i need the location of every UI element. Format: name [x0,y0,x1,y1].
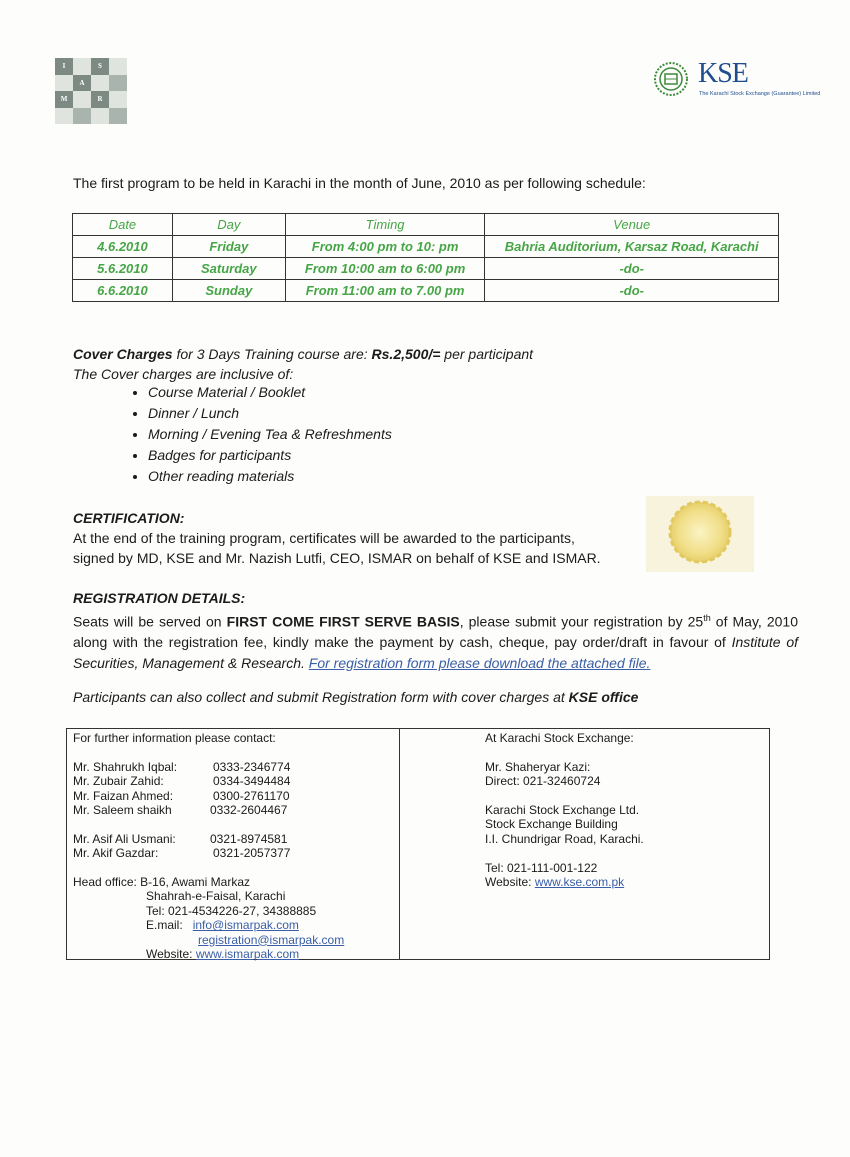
table-row [73,236,779,258]
list-item: • Other reading materials [148,466,392,487]
contact-phone: 0321-8974581 [210,831,288,846]
certification-text [73,528,658,568]
timing-cell: From 10:00 am to 6:00 pm [285,258,485,280]
contact-name: Mr. Akif Gazdar: [73,846,159,861]
email-link[interactable]: info@ismarpak.com [192,918,299,933]
head-office-line: B-16, Awami Markaz [140,875,250,890]
certification-heading: CERTIFICATION: [73,510,185,526]
kse-logo-text: KSE [698,58,748,89]
kse-building: Stock Exchange Building [485,817,618,832]
contact-row [73,803,344,817]
website-row [73,947,344,961]
contact-name: Mr. Shahrukh Iqbal: [73,759,178,774]
contact-row [73,832,344,846]
contact-phone: 0321-2057377 [213,846,291,861]
registration-bold: FIRST COME FIRST SERVE BASIS [226,613,460,630]
table-header-row [73,214,779,236]
schedule-table [72,213,779,302]
inclusive-list [118,382,392,487]
head-office-label: Head office: [73,875,137,890]
contact-phone: 0300-2761170 [213,788,290,803]
cover-label: Cover Charges [73,346,173,362]
logo-letter: A [73,75,91,92]
logo-letter: I [55,58,73,75]
contact-row [73,760,344,774]
kse-person: Mr. Shaheryar Kazi: [485,759,591,774]
kse-org: Karachi Stock Exchange Ltd. [485,803,640,818]
day-cell: Friday [172,236,285,258]
table-row [73,280,779,302]
kse-road: I.I. Chundrigar Road, Karachi. [485,831,644,846]
certification-line: At the end of the training program, certificates will be awarded to the participants, [73,530,575,546]
list-item: • Course Material / Booklet [148,382,392,403]
contact-box [66,728,770,960]
registration-text [73,608,798,673]
day-cell: Saturday [172,258,285,280]
col-header-date: Date [73,214,173,236]
head-office-row [73,875,344,889]
contact-phone: 0334-3494484 [213,774,291,789]
date-cell: 5.6.2010 [73,258,173,280]
timing-cell: From 4:00 pm to 10: pm [285,236,485,258]
email-link[interactable]: registration@ismarpak.com [198,932,345,947]
date-cell: 4.6.2010 [73,236,173,258]
contact-name: Mr. Zubair Zahid: [73,774,164,789]
registration-sup: th [703,613,711,623]
registration-collect-text: Participants can also collect and submit Registration form with cover charges at [73,689,569,705]
contact-phone: 0333-2346774 [213,759,291,774]
kse-tel: Tel: 021-111-001-122 [485,860,598,875]
registration-collect [73,689,638,705]
kse-logo-subtitle: The Karachi Stock Exchange (Guarantee) Limited [699,91,821,97]
list-item: • Badges for participants [148,445,392,466]
registration-text-part: , please submit your registration by 25 [459,613,704,630]
email-row [73,933,344,947]
email-label: E.mail: [146,918,183,933]
cover-inclusive: The Cover charges are inclusive of: [73,366,294,382]
website-link[interactable]: www.ismarpak.com [195,947,300,962]
website-label: Website: [146,947,193,962]
kse-office: KSE office [568,689,639,705]
contact-row [73,846,344,860]
table-row [73,258,779,280]
col-header-venue: Venue [485,214,779,236]
contact-row [73,789,344,803]
divider [399,729,400,959]
day-cell: Sunday [172,280,285,302]
contact-name: Mr. Faizan Ahmed: [73,788,174,803]
contact-row [73,774,344,788]
registration-heading: REGISTRATION DETAILS: [73,590,246,606]
venue-cell: -do- [485,258,779,280]
list-item: • Morning / Evening Tea & Refreshments [148,424,392,445]
ismar-logo [55,58,127,124]
contact-left [73,731,344,962]
logo-letter: R [91,91,109,108]
cover-text2: per participant [440,346,534,362]
contact-phone: 0332-2604467 [210,803,288,818]
kse-emblem-icon [654,62,688,96]
kse-contact-title: At Karachi Stock Exchange: [485,731,634,745]
venue-cell: Bahria Auditorium, Karsaz Road, Karachi [485,236,779,258]
registration-text-part: of May, 2010 along with the registration fee, kindly make the payment by cash, cheque, pay order/draft in favour of [73,613,798,651]
kse-website-row [485,875,644,889]
registration-form-link[interactable]: For registration form please download the attached file. [308,654,651,671]
col-header-timing: Timing [285,214,485,236]
venue-cell: -do- [485,280,779,302]
cover-charges [73,344,533,384]
kse-direct: Direct: 021-32460724 [485,774,601,789]
logo-letter: S [91,58,109,75]
cover-amount: Rs.2,500/= [371,346,441,362]
list-item: • Dinner / Lunch [148,403,392,424]
registration-text-part: Seats will be served on [73,613,227,630]
contact-title: For further information please contact: [73,731,276,745]
col-header-day: Day [172,214,285,236]
contact-name: Mr. Saleem shaikh [73,803,172,818]
intro-text: The first program to be held in Karachi in the month of June, 2010 as per following schedule: [73,175,646,191]
head-office-tel: Tel: 021-4534226-27, 34388885 [146,903,317,918]
cover-text1: for 3 Days Training course are: [172,346,372,362]
contact-right [485,731,644,889]
date-cell: 6.6.2010 [73,280,173,302]
certificate-seal-icon [646,496,754,572]
logo-letter: M [55,91,73,108]
kse-website-label: Website: [485,875,532,890]
email-row [73,918,344,932]
timing-cell: From 11:00 am to 7.00 pm [285,280,485,302]
certification-line: signed by MD, KSE and Mr. Nazish Lutfi, CEO, ISMAR on behalf of KSE and ISMAR. [73,550,601,566]
institute-name: Institute of Securities, Management & Research. [73,634,798,671]
head-office-line: Shahrah-e-Faisal, Karachi [146,889,286,904]
contact-name: Mr. Asif Ali Usmani: [73,831,176,846]
cover-charges-line [73,344,533,364]
kse-website-link[interactable]: www.kse.com.pk [534,875,625,890]
